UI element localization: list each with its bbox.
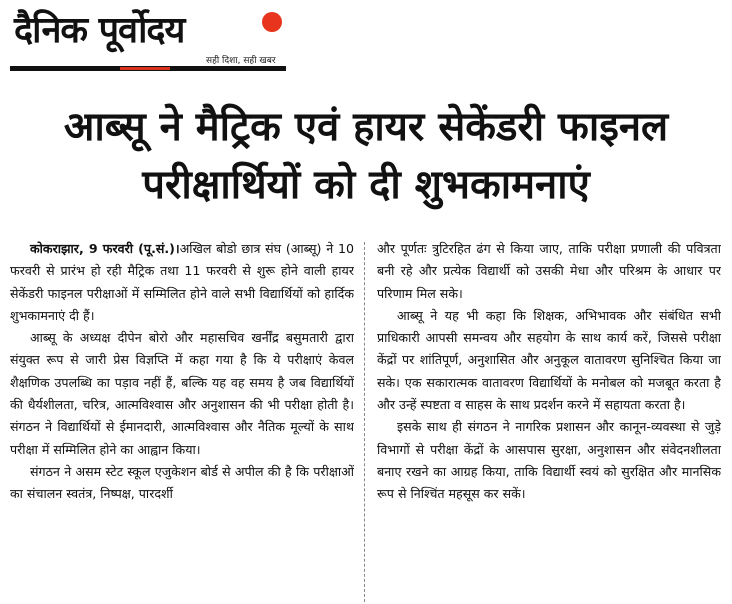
article-paragraph: और पूर्णतः त्रुटिरहित ढंग से किया जाए, ताकि परीक्षा प्रणाली की पवित्रता बनी रहे और प्रत्येक विद्यार्थी को उसकी मेधा और परिश्रम के आधार पर परिणाम मिल सके। <box>377 241 721 301</box>
dateline: कोकराझार, 9 फरवरी (पू.सं.)। <box>30 241 180 256</box>
newspaper-logo <box>10 4 286 74</box>
article-column-left <box>10 238 354 604</box>
headline-line-1: आब्सू ने मैट्रिक एवं हायर सेकेंडरी फाइनल <box>63 104 669 150</box>
paragraph-text: अखिल बोडो छात्र संघ (आब्सू) ने 10 फरवरी से प्रारंभ हो रही मैट्रिक तथा 11 फरवरी से शुरू होने वाली हायर सेकेंडरी फाइनल परीक्षाओं में सम्मिलित होने वाले सभी विद्यार्थियों को हार्दिक शुभकामनाएं दी हैं। <box>10 241 354 323</box>
headline-line-2: परीक्षार्थियों को दी शुभकामनाएं <box>142 162 590 208</box>
article-paragraph: संगठन ने असम स्टेट स्कूल एजुकेशन बोर्ड से अपील की है कि परीक्षाओं का संचालन स्वतंत्र, निष्पक्ष, पारदर्शी <box>10 463 354 502</box>
article-paragraph: आब्सू ने यह भी कहा कि शिक्षक, अभिभावक और संबंधित सभी प्राधिकारी आपसी समन्वय और सहयोग के साथ कार्य करें, जिससे परीक्षा केंद्रों पर शांतिपूर्ण, अनुशासित और अनुकूल वातावरण सुनिश्चित किया जा सके। एक सकारात्मक वातावरण विद्यार्थियों के मनोबल को मजबूत करता है और उन्हें स्पष्टता व साहस के साथ प्रदर्शन करने में सहायता करता है। <box>377 307 721 413</box>
article-paragraph: आब्सू के अध्यक्ष दीपेन बोरो और महासचिव खर्नींद्र बसुमतारी द्वारा संयुक्त रूप से जारी प्रेस विज्ञप्ति में कहा गया है कि ये परीक्षाएं केवल शैक्षणिक उपलब्धि का पड़ाव नहीं हैं, बल्कि यह वह समय है जब विद्यार्थियों की धैर्यशीलता, चरित्र, आत्मविश्वास और अनुशासन की भी परीक्षा होती है। संगठन ने विद्यार्थियों से ईमानदारी, आत्मविश्वास और नैतिक मूल्यों के साथ परीक्षा में सम्मिलित होने का आह्वान किया। <box>10 330 354 457</box>
headline <box>0 98 732 214</box>
logo-text: दैनिक पूर्वोदय <box>14 10 185 51</box>
masthead-rule-accent <box>120 67 170 70</box>
article-paragraph: इसके साथ ही संगठन ने नागरिक प्रशासन और कानून-व्यवस्था से जुड़े विभागों से परीक्षा केंद्रों के आसपास सुरक्षा, अनुशासन और संवेदनशीलता बनाए रखने का आग्रह किया, ताकि विद्यार्थी स्वयं को सुरक्षित और मानसिक रूप से निश्चिंत महसूस कर सकें। <box>377 419 721 502</box>
column-divider <box>364 242 365 602</box>
article-column-right <box>377 238 721 604</box>
logo-dot-icon <box>262 12 282 32</box>
masthead <box>0 0 732 80</box>
tagline: सही दिशा, सही खबर <box>206 56 276 66</box>
article-paragraph <box>10 238 354 327</box>
